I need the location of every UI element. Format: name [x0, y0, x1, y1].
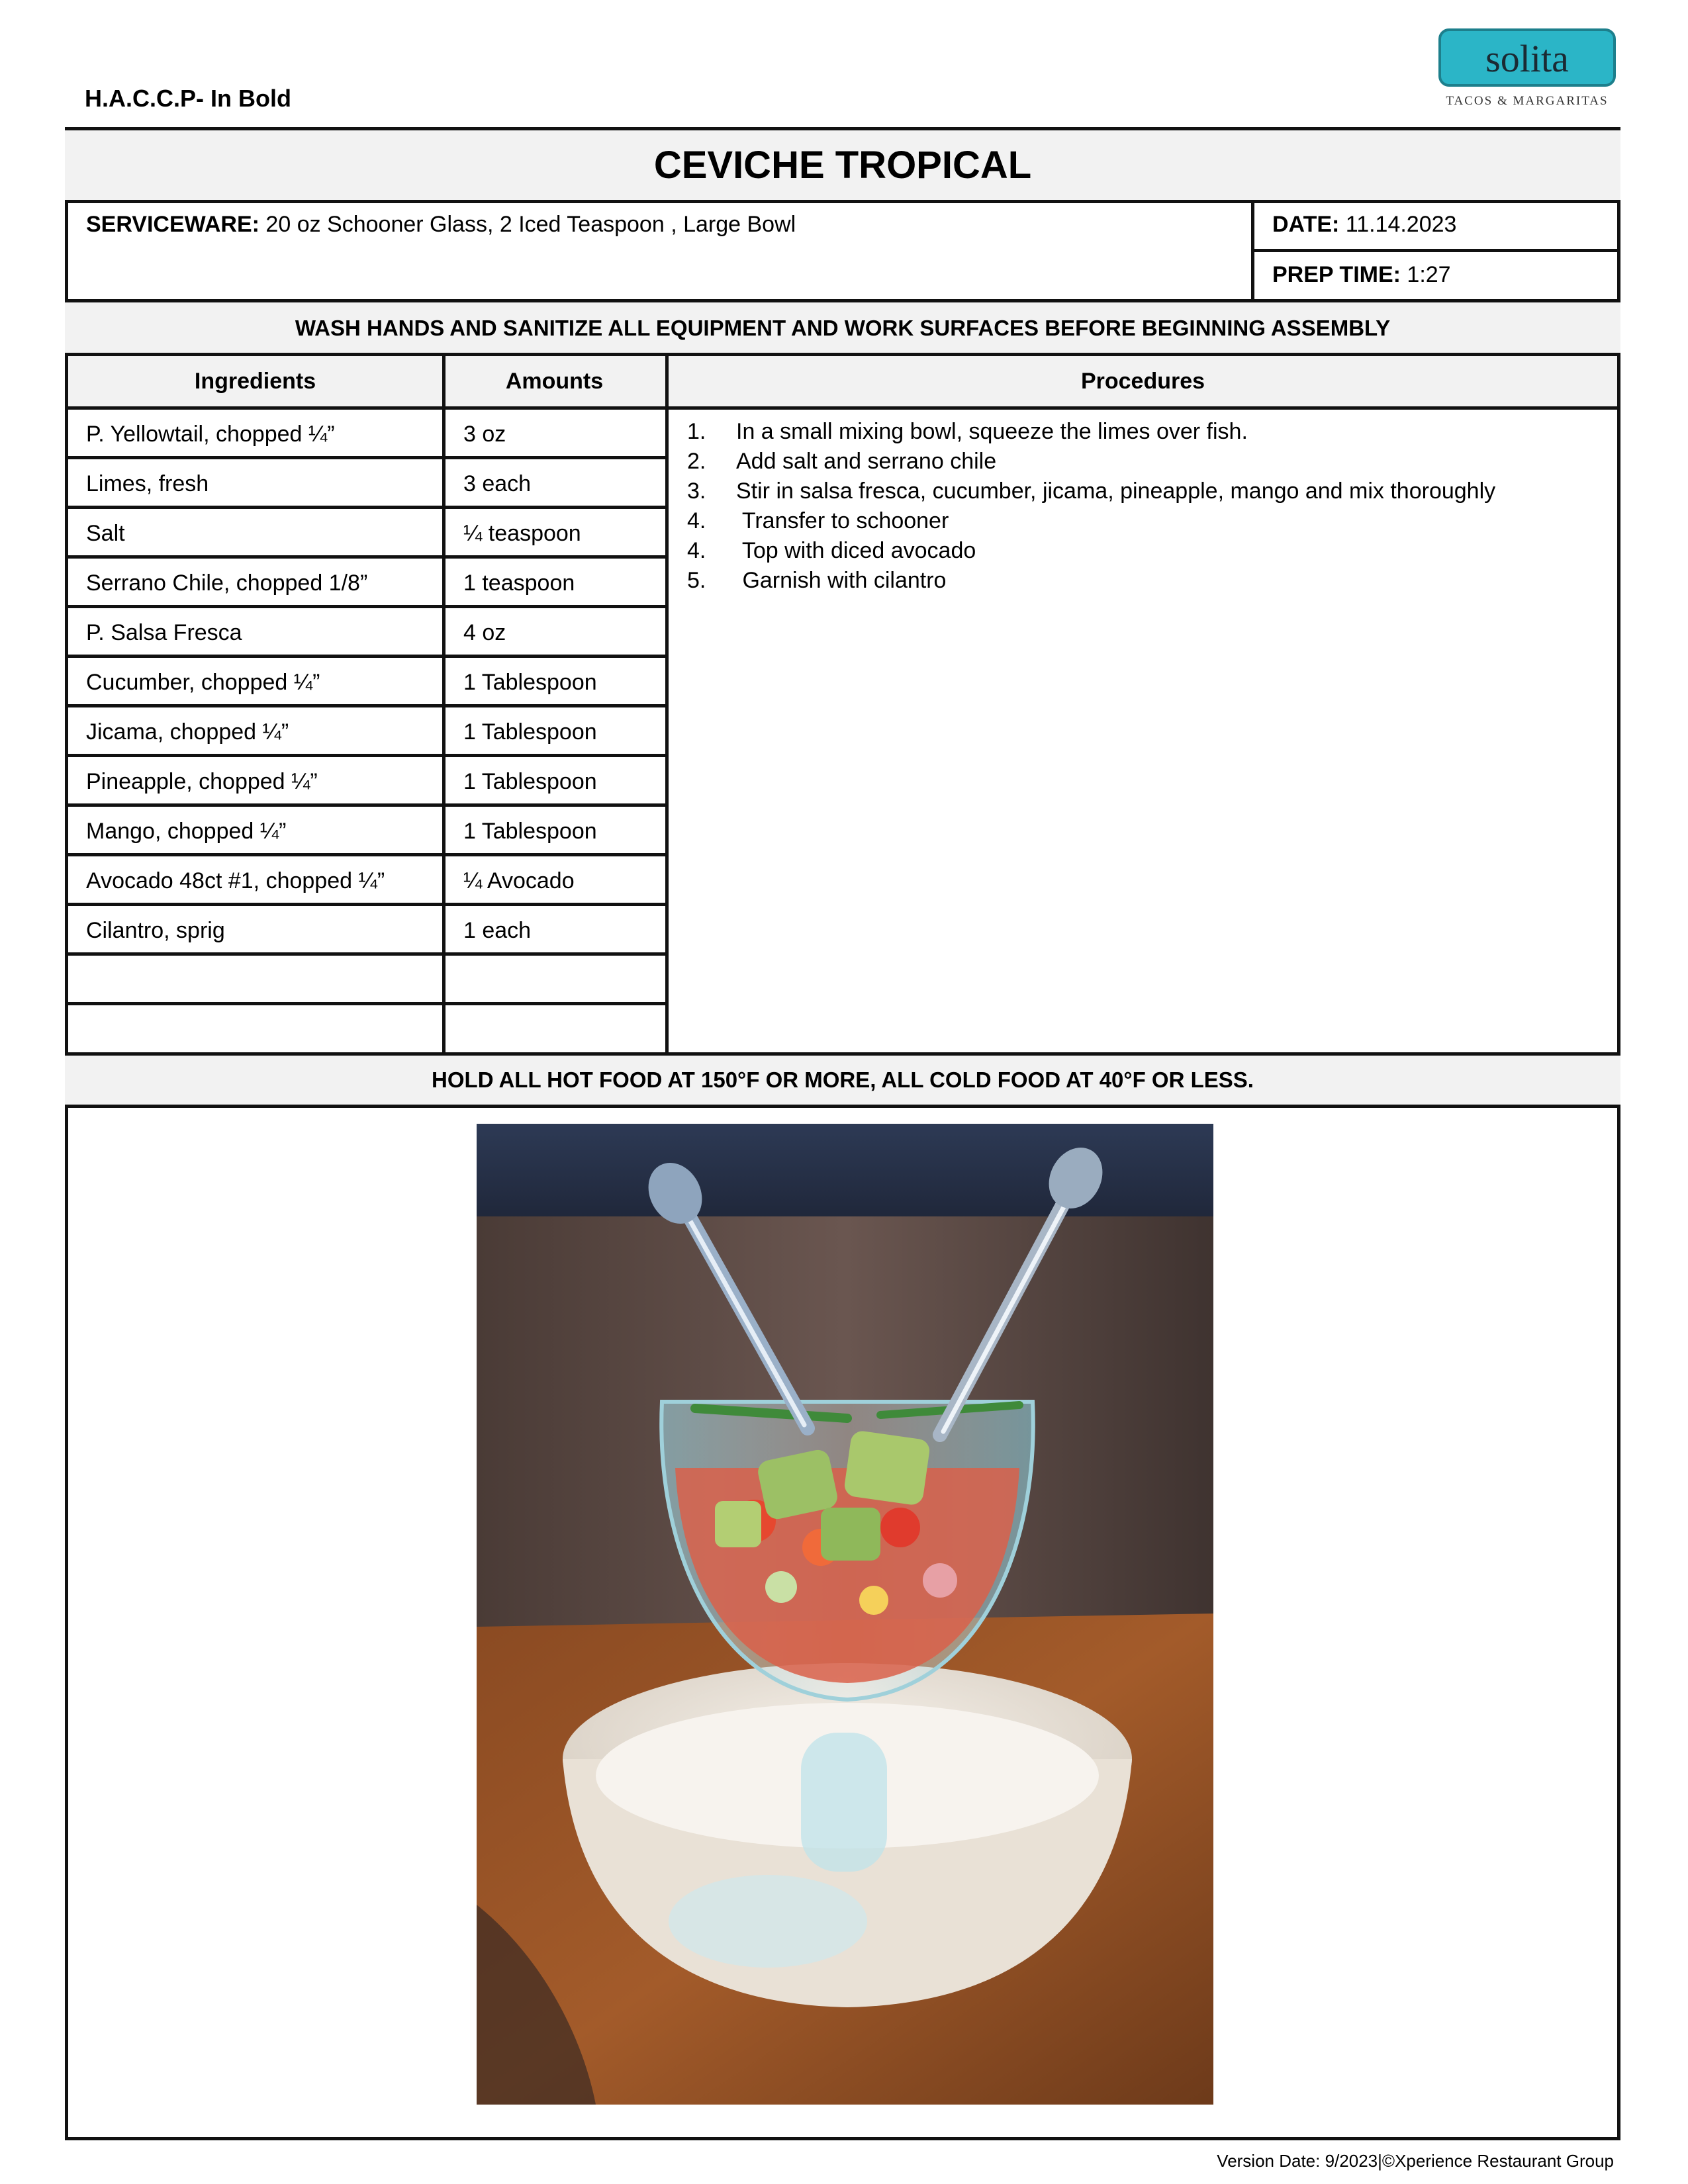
ingredient-cell: P. Salsa Fresca: [86, 620, 242, 645]
amounts-header: Amounts: [505, 369, 604, 394]
version-footer: Version Date: 9/2023|©Xperience Restaurant Group: [1217, 2151, 1614, 2171]
procedure-step: Stir in salsa fresca, cucumber, jicama, pineapple, mango and mix thoroughly: [736, 478, 1496, 504]
amount-cell: 1 Tablespoon: [463, 819, 597, 844]
ingredients-header: Ingredients: [194, 369, 316, 394]
table-row-divider: [65, 506, 669, 509]
table-row-divider: [65, 456, 669, 459]
amount-cell: 1 Tablespoon: [463, 670, 597, 695]
table-row-divider: [65, 555, 669, 559]
ingredient-cell: Limes, fresh: [86, 471, 209, 496]
date-label: DATE:: [1272, 212, 1340, 237]
table-row-divider: [65, 803, 669, 807]
serviceware-field: [86, 212, 796, 238]
ingredient-cell: Pineapple, chopped ¼”: [86, 769, 318, 794]
procedure-step: In a small mixing bowl, squeeze the limes over fish.: [736, 419, 1248, 444]
ingredient-cell: Mango, chopped ¼”: [86, 819, 287, 844]
procedure-step: Garnish with cilantro: [736, 568, 947, 593]
amount-cell: 3 oz: [463, 422, 506, 447]
table-row-divider: [65, 853, 669, 856]
haccp-note: H.A.C.C.P- In Bold: [85, 85, 291, 112]
amount-cell: 1 Tablespoon: [463, 769, 597, 794]
procedure-number: 2.: [687, 449, 706, 474]
prep-time-field: [1272, 262, 1451, 288]
procedure-step: Top with diced avocado: [736, 538, 976, 563]
procedure-number: 3.: [687, 478, 706, 504]
procedures-header: Procedures: [1080, 369, 1205, 394]
amount-cell: 4 oz: [463, 620, 506, 645]
table-row-divider: [65, 704, 669, 707]
amount-cell: 1 each: [463, 918, 532, 943]
table-row-divider: [65, 903, 669, 906]
date-field: [1272, 212, 1456, 238]
procedure-number: 1.: [687, 419, 706, 444]
ingredient-cell: P. Yellowtail, chopped ¼”: [86, 422, 335, 447]
procedure-step: Add salt and serrano chile: [736, 449, 997, 474]
hold-temperature-notice: HOLD ALL HOT FOOD AT 150°F OR MORE, ALL COLD FOOD AT 40°F OR LESS.: [65, 1056, 1620, 1105]
serviceware-label: SERVICEWARE:: [86, 212, 259, 237]
procedure-number: 5.: [687, 568, 706, 593]
ingredient-cell: Avocado 48ct #1, chopped ¼”: [86, 868, 385, 893]
amount-cell: 1 teaspoon: [463, 570, 575, 596]
logo-tagline: TACOS & MARGARITAS: [1446, 94, 1609, 108]
ingredient-cell: Cucumber, chopped ¼”: [86, 670, 320, 695]
recipe-title: CEVICHE TROPICAL: [65, 130, 1620, 200]
amount-cell: 1 Tablespoon: [463, 719, 597, 745]
prep-time-label: PREP TIME:: [1272, 262, 1401, 287]
amount-cell: ¼ teaspoon: [463, 521, 581, 546]
wash-notice: WASH HANDS AND SANITIZE ALL EQUIPMENT AND WORK SURFACES BEFORE BEGINNING ASSEMBLY: [65, 302, 1620, 353]
table-row-divider: [65, 1002, 669, 1005]
ingredient-cell: Jicama, chopped ¼”: [86, 719, 289, 745]
procedure-number: 4.: [687, 538, 706, 563]
table-row-divider: [65, 952, 669, 956]
ceviche-photo: [477, 1124, 1213, 2105]
ingredient-cell: Serrano Chile, chopped 1/8”: [86, 570, 368, 596]
ingredient-cell: Cilantro, sprig: [86, 918, 225, 943]
ingredient-cell: Salt: [86, 521, 125, 546]
amount-cell: 3 each: [463, 471, 532, 496]
table-row-divider: [65, 605, 669, 608]
table-row-divider: [65, 655, 669, 658]
svg-text:solita: solita: [1485, 37, 1569, 80]
date-value: 11.14.2023: [1339, 212, 1457, 237]
amount-cell: ¼ Avocado: [463, 868, 575, 893]
procedure-number: 4.: [687, 508, 706, 533]
procedure-step: Transfer to schooner: [736, 508, 949, 533]
prep-time-value: 1:27: [1400, 262, 1451, 287]
serviceware-value: 20 oz Schooner Glass, 2 Iced Teaspoon , Large Bowl: [259, 212, 796, 237]
solita-logo: [1438, 28, 1617, 87]
table-row-divider: [65, 754, 669, 757]
